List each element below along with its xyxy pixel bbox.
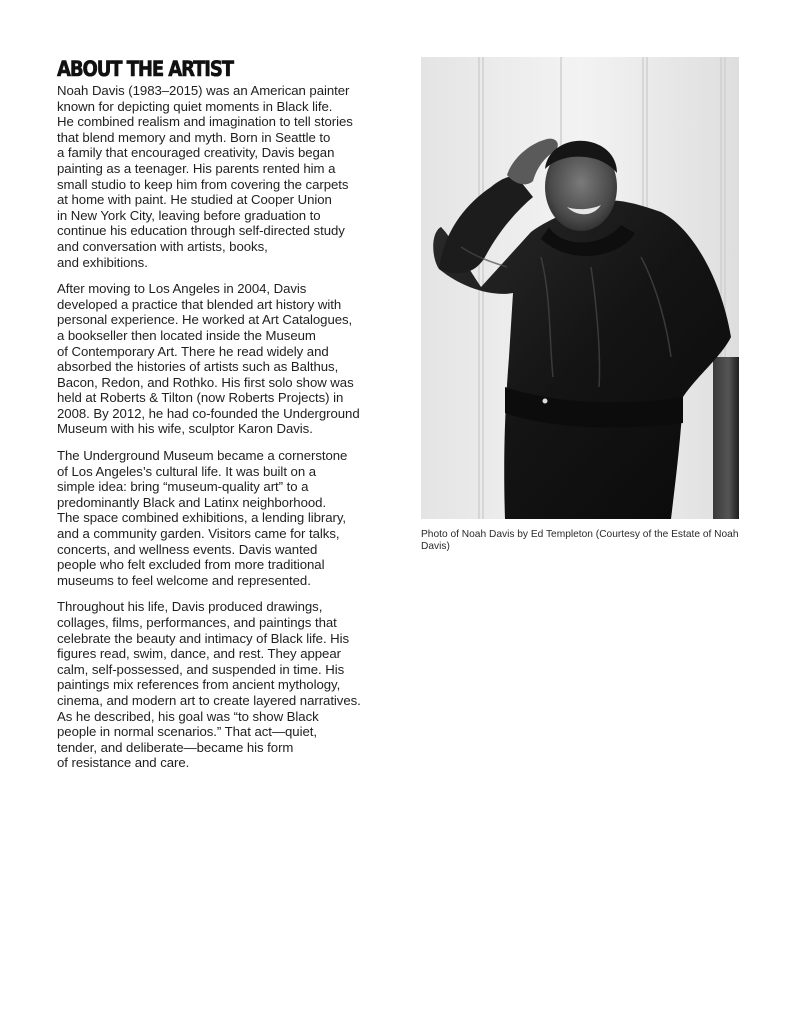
artist-photo xyxy=(421,57,739,519)
paragraph-underground-museum: The Underground Museum became a cornerstone of Los Angeles’s cultural life. It was built on a simple idea: bring “museum-quality art” to a predominantly Black and Latinx neighborhood. The space combined exhibitions, a lending library, and a community garden. Visitors came for talks, concerts, and wellness events. Davis wanted people who felt excluded from more traditional museums to feel welcome and represented. xyxy=(57,448,348,588)
about-artist-section xyxy=(57,57,397,782)
paragraph-biography-early: Noah Davis (1983–2015) was an American painter known for depicting quiet moments in Black life. He combined realism and imagination to tell stories that blend memory and myth. Born in Seattle to a family that encouraged creativity, Davis began painting as a teenager. His parents rented him a small studio to keep him from covering the carpets at home with paint. He studied at Cooper Union in New York City, leaving before graduation to continue his education through self-directed study and conversation with artists, books, and exhibitions. xyxy=(57,83,353,270)
door-frame xyxy=(713,357,739,519)
paragraph-artistic-practice: Throughout his life, Davis produced drawings, collages, films, performances, and paintings that celebrate the beauty and intimacy of Black life. His figures read, swim, dance, and rest. They appear calm, self-possessed, and suspended in time. His paintings mix references from ancient mythology, cinema, and modern art to create layered narratives. As he described, his goal was “to show Black people in normal scenarios.” That act—quiet, tender, and deliberate—became his form of resistance and care. xyxy=(57,599,361,771)
button-snap xyxy=(543,399,548,404)
artist-photo-illustration xyxy=(421,57,739,519)
section-heading: ABOUT THE ARTIST xyxy=(57,57,233,81)
artist-photo-figure xyxy=(421,57,739,554)
photo-caption: Photo of Noah Davis by Ed Templeton (Courtesy of the Estate of Noah Davis) xyxy=(421,529,739,553)
paragraph-los-angeles: After moving to Los Angeles in 2004, Davis developed a practice that blended art history with personal experience. He worked at Art Catalogues, a bookseller then located inside the Museum of Contemporary Art. There he read widely and absorbed the histories of artists such as Balthus, Bacon, Redon, and Rothko. His first solo show was held at Roberts & Tilton (now Roberts Projects) in 2008. By 2012, he had co-founded the Underground Museum with his wife, sculptor Karon Davis. xyxy=(57,281,360,437)
